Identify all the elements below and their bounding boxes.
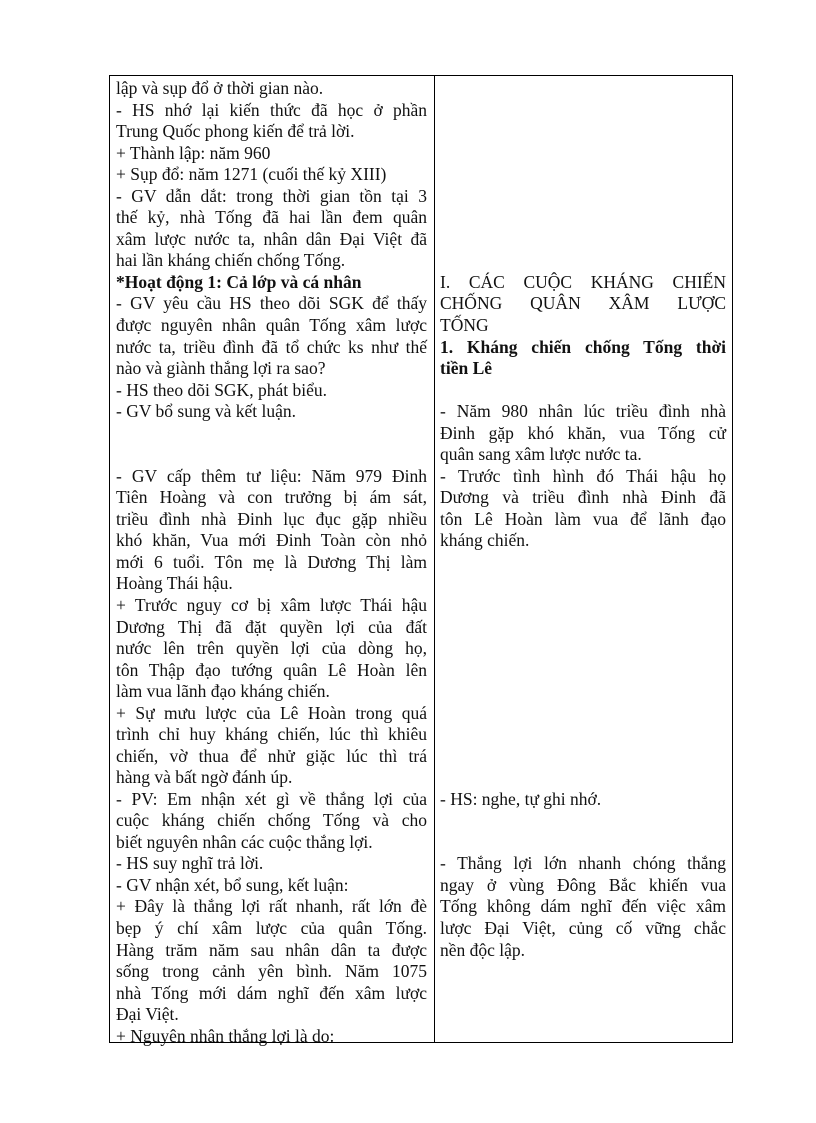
left-line: bẹp ý chí xâm lược của quân Tống. bbox=[116, 918, 427, 938]
right-line: ngay ở vùng Đông Bắc khiến vua bbox=[440, 875, 726, 895]
left-line: + Thành lập: năm 960 bbox=[116, 143, 271, 163]
left-line: tôn Thập đạo tướng quân Lê Hoàn lên bbox=[116, 660, 427, 680]
right-line: Tống không dám nghĩ đến việc xâm bbox=[440, 896, 726, 916]
left-line: nước lên trên quyền lợi của dòng họ, bbox=[116, 638, 427, 658]
left-line: trình chỉ huy kháng chiến, lúc thì khiêu bbox=[116, 724, 427, 744]
right-line: quân sang xâm lược nước ta. bbox=[440, 444, 642, 464]
left-line: sống trong cảnh yên bình. Năm 1075 bbox=[116, 961, 427, 981]
left-line: hàng và bất ngờ đánh úp. bbox=[116, 767, 293, 787]
left-line: + Nguyên nhân thắng lợi là do: bbox=[116, 1026, 335, 1046]
left-line: - HS theo dõi SGK, phát biểu. bbox=[116, 380, 327, 400]
left-line: Hàng trăm năm sau nhân dân ta được bbox=[116, 940, 427, 960]
left-line: Dương Thị đã đặt quyền lợi của đất bbox=[116, 617, 427, 637]
left-line: Trung Quốc phong kiến để trả lời. bbox=[116, 121, 355, 141]
left-line: - GV dẫn dắt: trong thời gian tồn tại 3 bbox=[116, 186, 427, 206]
right-line: kháng chiến. bbox=[440, 530, 530, 550]
section-heading: CHỐNG QUÂN XÂM LƯỢC bbox=[440, 293, 726, 313]
left-line: nước ta, triều đình đã tổ chức ks như thế bbox=[116, 337, 427, 357]
left-line: mới 6 tuổi. Tôn mẹ là Dương Thị làm bbox=[116, 552, 427, 572]
activity-heading: *Hoạt động 1: Cả lớp và cá nhân bbox=[116, 272, 362, 292]
left-line: lập và sụp đổ ở thời gian nào. bbox=[116, 78, 324, 98]
left-line: - PV: Em nhận xét gì về thắng lợi của bbox=[116, 789, 427, 809]
left-line: - HS nhớ lại kiến thức đã học ở phần bbox=[116, 100, 427, 120]
left-line: nào và giành thắng lợi ra sao? bbox=[116, 358, 326, 378]
left-line: - GV nhận xét, bổ sung, kết luận: bbox=[116, 875, 349, 895]
left-line: biết nguyên nhân các cuộc thắng lợi. bbox=[116, 832, 373, 852]
left-line: - GV cấp thêm tư liệu: Năm 979 Đinh bbox=[116, 466, 427, 486]
right-line: tôn Lê Hoàn làm vua để lãnh đạo bbox=[440, 509, 726, 529]
left-line: - GV yêu cầu HS theo dõi SGK để thấy bbox=[116, 293, 427, 313]
left-line: + Đây là thắng lợi rất nhanh, rất lớn đè bbox=[116, 896, 427, 916]
left-line: thế kỷ, nhà Tống đã hai lần đem quân bbox=[116, 207, 427, 227]
subsection-heading: 1. Kháng chiến chống Tống thời bbox=[440, 337, 726, 357]
left-line: - HS suy nghĩ trả lời. bbox=[116, 853, 264, 873]
subsection-heading: tiền Lê bbox=[440, 358, 493, 378]
right-line: - Thắng lợi lớn nhanh chóng thắng bbox=[440, 853, 726, 873]
left-line: Tiên Hoàng và con trưởng bị ám sát, bbox=[116, 487, 427, 507]
section-heading: I. CÁC CUỘC KHÁNG CHIẾN bbox=[440, 272, 726, 292]
section-heading: TỐNG bbox=[440, 315, 489, 335]
left-line: + Sụp đổ: năm 1271 (cuối thế kỷ XIII) bbox=[116, 164, 387, 184]
left-line: được nguyên nhân quân Tống xâm lược bbox=[116, 315, 427, 335]
left-line: làm vua lãnh đạo kháng chiến. bbox=[116, 681, 330, 701]
left-line: nhà Tống mới dám nghĩ đến xâm lược bbox=[116, 983, 427, 1003]
left-line: Đại Việt. bbox=[116, 1004, 179, 1024]
left-line: + Trước nguy cơ bị xâm lược Thái hậu bbox=[116, 595, 427, 615]
left-line: cuộc kháng chiến chống Tống và cho bbox=[116, 810, 427, 830]
column-divider bbox=[434, 75, 435, 1043]
left-line: triều đình nhà Đinh lục đục gặp nhiều bbox=[116, 509, 427, 529]
right-line: Dương và triều đình nhà Đinh đã bbox=[440, 487, 726, 507]
right-line: - Trước tình hình đó Thái hậu họ bbox=[440, 466, 726, 486]
left-line: chiến, vờ thua để nhử giặc lúc thì trá bbox=[116, 746, 427, 766]
right-line: - Năm 980 nhân lúc triều đình nhà bbox=[440, 401, 726, 421]
left-line: + Sự mưu lược của Lê Hoàn trong quá bbox=[116, 703, 427, 723]
left-line: Hoàng Thái hậu. bbox=[116, 573, 233, 593]
right-line: nền độc lập. bbox=[440, 940, 526, 960]
left-line: xâm lược nước ta, nhân dân Đại Việt đã bbox=[116, 229, 427, 249]
left-line: khó khăn, Vua mới Đinh Toàn còn nhỏ bbox=[116, 530, 427, 550]
right-line: lược Đại Việt, củng cố vững chắc bbox=[440, 918, 726, 938]
right-line: Đinh gặp khó khăn, vua Tống cử bbox=[440, 423, 726, 443]
left-line: hai lần kháng chiến chống Tống. bbox=[116, 250, 346, 270]
right-line: - HS: nghe, tự ghi nhớ. bbox=[440, 789, 602, 809]
left-line: - GV bổ sung và kết luận. bbox=[116, 401, 296, 421]
